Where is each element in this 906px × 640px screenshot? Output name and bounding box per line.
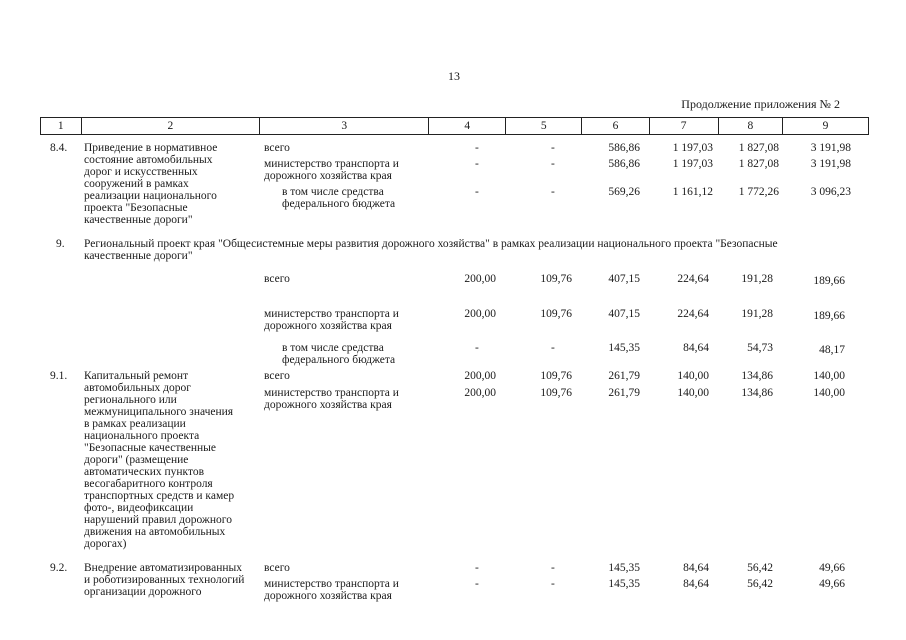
header-col-2: 2 (81, 118, 260, 135)
value-cell: 134,86 (741, 387, 773, 399)
value-cell: 134,86 (741, 370, 773, 382)
header-col-5: 5 (506, 118, 582, 135)
value-cell: 200,00 (464, 370, 496, 382)
value-cell: - (475, 142, 479, 154)
line-label: всего (264, 370, 290, 382)
value-cell: 191,28 (741, 273, 773, 285)
value-cell: 84,64 (683, 578, 709, 590)
value-cell: 140,00 (813, 387, 845, 399)
value-cell: 200,00 (464, 387, 496, 399)
value-cell: - (551, 142, 555, 154)
line-label: в том числе средства федерального бюджета (282, 342, 396, 366)
value-cell: 261,79 (608, 370, 640, 382)
value-cell: 109,76 (540, 387, 572, 399)
value-cell: 224,64 (677, 273, 709, 285)
header-col-1: 1 (41, 118, 82, 135)
row-number: 9.2. (50, 562, 68, 574)
header-col-4: 4 (429, 118, 506, 135)
value-cell: 200,00 (464, 308, 496, 320)
value-cell: 261,79 (608, 387, 640, 399)
header-col-9: 9 (782, 118, 868, 135)
value-cell: 84,64 (683, 562, 709, 574)
row-title: Капитальный ремонт автомобильных дорог регионального или межмуниципального значения в рамках реализации национального проекта "Безопасные качественные дороги" (размещение автоматических пунктов весогабаритного контроля транспортных средств и камер фото-, видеофиксации нарушений правил дорожного движения на автомобильных дорогах) (84, 370, 235, 550)
value-cell: - (475, 562, 479, 574)
row-title: Внедрение автоматизированных и роботизированных технологий организации дорожного (84, 562, 245, 598)
line-label: в том числе средства федерального бюджета (282, 186, 396, 210)
value-cell: 586,86 (608, 142, 640, 154)
header-col-3: 3 (260, 118, 429, 135)
value-cell: 140,00 (677, 370, 709, 382)
value-cell: - (551, 342, 555, 354)
row-number: 8.4. (50, 142, 68, 154)
value-cell: 586,86 (608, 158, 640, 170)
value-cell: 49,66 (819, 578, 845, 590)
value-cell: 109,76 (540, 273, 572, 285)
value-cell: - (475, 578, 479, 590)
value-cell: 1 827,08 (738, 142, 779, 154)
header-col-6: 6 (582, 118, 649, 135)
value-cell: 1 772,26 (738, 186, 779, 198)
value-cell: 48,17 (819, 344, 845, 356)
value-cell: 84,64 (683, 342, 709, 354)
value-cell: 56,42 (747, 562, 773, 574)
row-title: Приведение в нормативное состояние автомобильных дорог и искусственных сооружений в рамках реализации национального проекта "Безопасные качественные дороги" (84, 142, 218, 226)
row-number: 9. (56, 238, 65, 250)
value-cell: - (475, 186, 479, 198)
value-cell: 1 197,03 (672, 158, 713, 170)
value-cell: 189,66 (813, 275, 845, 287)
continuation-caption: Продолжение приложения № 2 (681, 97, 840, 111)
value-cell: - (551, 578, 555, 590)
value-cell: 140,00 (677, 387, 709, 399)
value-cell: 3 191,98 (810, 158, 851, 170)
line-label: всего (264, 273, 290, 285)
value-cell: 145,35 (608, 342, 640, 354)
value-cell: 200,00 (464, 273, 496, 285)
value-cell: 109,76 (540, 308, 572, 320)
value-cell: - (475, 158, 479, 170)
value-cell: 191,28 (741, 308, 773, 320)
value-cell: 109,76 (540, 370, 572, 382)
row-title: Региональный проект края "Общесистемные меры развития дорожного хозяйства" в рамках реализации национального проекта "Безопасные качественные дороги" (84, 238, 778, 262)
value-cell: 407,15 (608, 273, 640, 285)
value-cell: 407,15 (608, 308, 640, 320)
value-cell: 189,66 (813, 310, 845, 322)
value-cell: 49,66 (819, 562, 845, 574)
value-cell: 1 827,08 (738, 158, 779, 170)
value-cell: 140,00 (813, 370, 845, 382)
header-col-8: 8 (718, 118, 782, 135)
line-label: всего (264, 562, 290, 574)
value-cell: 145,35 (608, 578, 640, 590)
value-cell: 3 191,98 (810, 142, 851, 154)
column-header-row (40, 117, 869, 135)
line-label: министерство транспорта и дорожного хозяйства края (264, 158, 399, 182)
line-label: всего (264, 142, 290, 154)
line-label: министерство транспорта и дорожного хозяйства края (264, 387, 399, 411)
value-cell: - (475, 342, 479, 354)
value-cell: 54,73 (747, 342, 773, 354)
value-cell: - (551, 186, 555, 198)
row-number: 9.1. (50, 370, 68, 382)
value-cell: 145,35 (608, 562, 640, 574)
value-cell: 1 197,03 (672, 142, 713, 154)
line-label: министерство транспорта и дорожного хозяйства края (264, 578, 399, 602)
value-cell: - (551, 562, 555, 574)
value-cell: - (551, 158, 555, 170)
value-cell: 224,64 (677, 308, 709, 320)
value-cell: 1 161,12 (672, 186, 713, 198)
header-col-7: 7 (649, 118, 718, 135)
page-number: 13 (448, 69, 460, 83)
value-cell: 569,26 (608, 186, 640, 198)
value-cell: 56,42 (747, 578, 773, 590)
line-label: министерство транспорта и дорожного хозяйства края (264, 308, 399, 332)
value-cell: 3 096,23 (810, 186, 851, 198)
